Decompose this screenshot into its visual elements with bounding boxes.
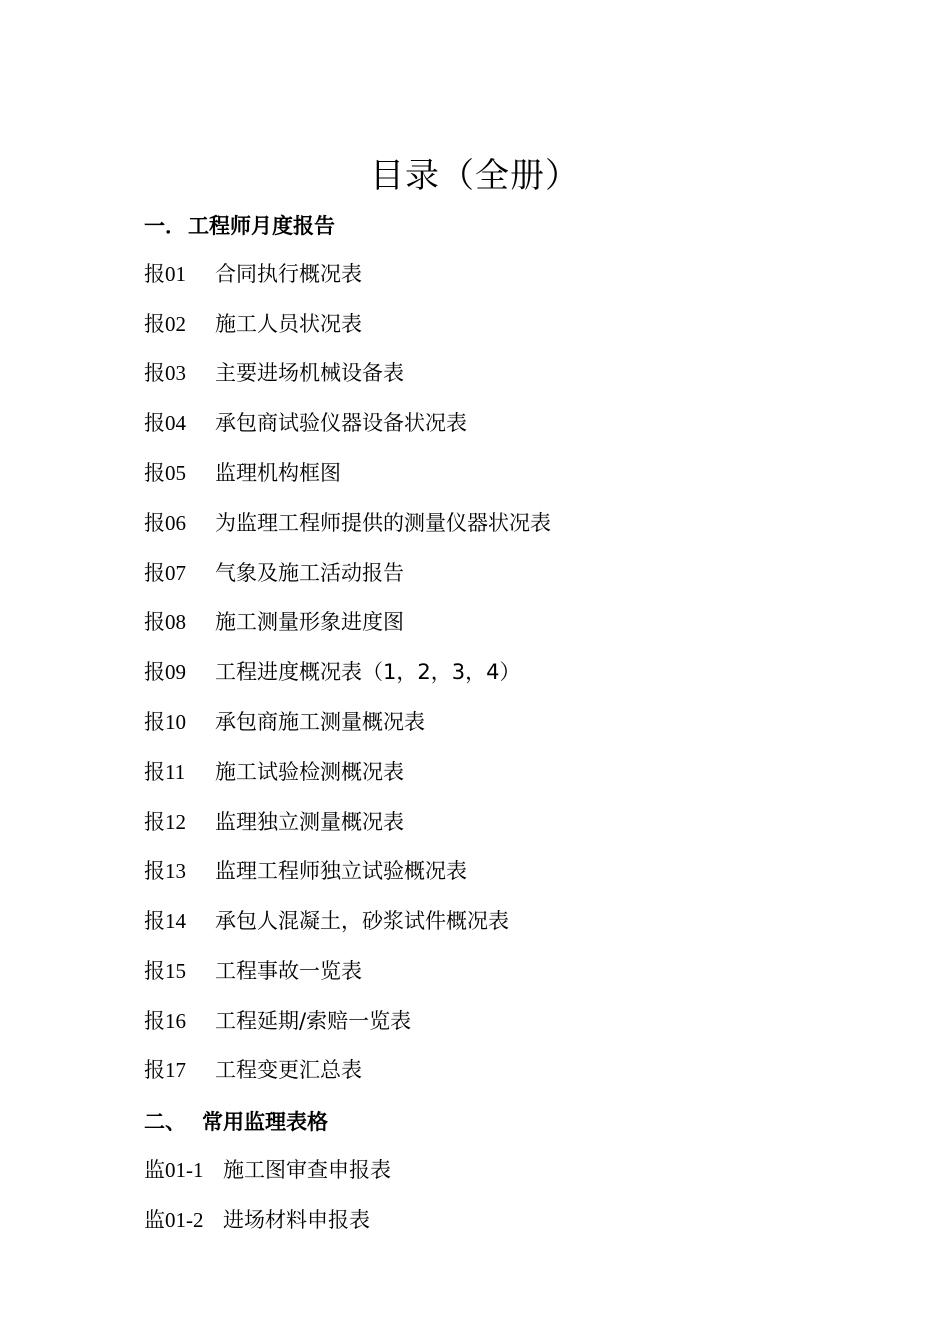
toc-item <box>144 458 341 488</box>
toc-item <box>144 1155 391 1185</box>
item-code: 报04 <box>144 411 186 435</box>
item-name: 合同执行概况表 <box>215 262 362 286</box>
toc-item <box>144 1006 411 1036</box>
item-name: 施工图审查申报表 <box>223 1158 391 1182</box>
toc-item <box>144 657 520 687</box>
toc-item <box>144 1055 362 1085</box>
item-name: 工程进度概况表（1，2，3，4） <box>215 660 521 684</box>
item-name: 承包商试验仪器设备状况表 <box>215 411 467 435</box>
item-name: 气象及施工活动报告 <box>215 561 404 585</box>
toc-item <box>144 807 404 837</box>
item-code: 报16 <box>144 1009 186 1033</box>
section-number: 二、 <box>144 1110 186 1134</box>
toc-item <box>144 757 404 787</box>
item-name: 工程事故一览表 <box>215 959 362 983</box>
item-code: 监01-1 <box>144 1158 204 1182</box>
item-name: 监理机构框图 <box>215 461 341 485</box>
item-code: 监01-2 <box>144 1208 204 1232</box>
item-code: 报07 <box>144 561 186 585</box>
page-title: 目录（全册） <box>370 156 580 196</box>
item-code: 报13 <box>144 859 186 883</box>
item-code: 报05 <box>144 461 186 485</box>
item-name: 监理独立测量概况表 <box>215 810 404 834</box>
item-code: 报01 <box>144 262 186 286</box>
toc-item <box>144 906 509 936</box>
toc-item <box>144 508 551 538</box>
item-name: 承包商施工测量概况表 <box>215 710 425 734</box>
section-heading-2 <box>144 1107 328 1137</box>
item-name: 工程变更汇总表 <box>215 1058 362 1082</box>
toc-item <box>144 856 467 886</box>
item-code: 报14 <box>144 909 186 933</box>
item-name: 为监理工程师提供的测量仪器状况表 <box>215 511 551 535</box>
item-name: 施工测量形象进度图 <box>215 610 404 634</box>
item-code: 报06 <box>144 511 186 535</box>
item-code: 报11 <box>144 760 186 784</box>
item-name: 监理工程师独立试验概况表 <box>215 859 467 883</box>
item-code: 报09 <box>144 660 186 684</box>
toc-item <box>144 408 467 438</box>
item-code: 报02 <box>144 312 186 336</box>
toc-item <box>144 358 404 388</box>
toc-item <box>144 607 404 637</box>
toc-item <box>144 707 425 737</box>
item-code: 报08 <box>144 610 186 634</box>
section-number: 一． <box>144 214 186 238</box>
item-code: 报03 <box>144 361 186 385</box>
item-code: 报10 <box>144 710 186 734</box>
item-name: 施工人员状况表 <box>215 312 362 336</box>
item-code: 报17 <box>144 1058 186 1082</box>
item-name: 工程延期/索赔一览表 <box>215 1009 412 1033</box>
section-title: 常用监理表格 <box>202 1110 328 1134</box>
toc-item <box>144 259 362 289</box>
toc-item <box>144 1205 370 1235</box>
item-name: 施工试验检测概况表 <box>215 760 404 784</box>
item-name: 主要进场机械设备表 <box>215 361 404 385</box>
item-code: 报12 <box>144 810 186 834</box>
toc-item <box>144 956 362 986</box>
item-name: 进场材料申报表 <box>223 1208 370 1232</box>
section-heading-1 <box>144 211 335 241</box>
toc-item <box>144 558 404 588</box>
toc-item <box>144 309 362 339</box>
item-code: 报15 <box>144 959 186 983</box>
item-name: 承包人混凝土，砂浆试件概况表 <box>215 909 509 933</box>
section-title: 工程师月度报告 <box>188 214 335 238</box>
